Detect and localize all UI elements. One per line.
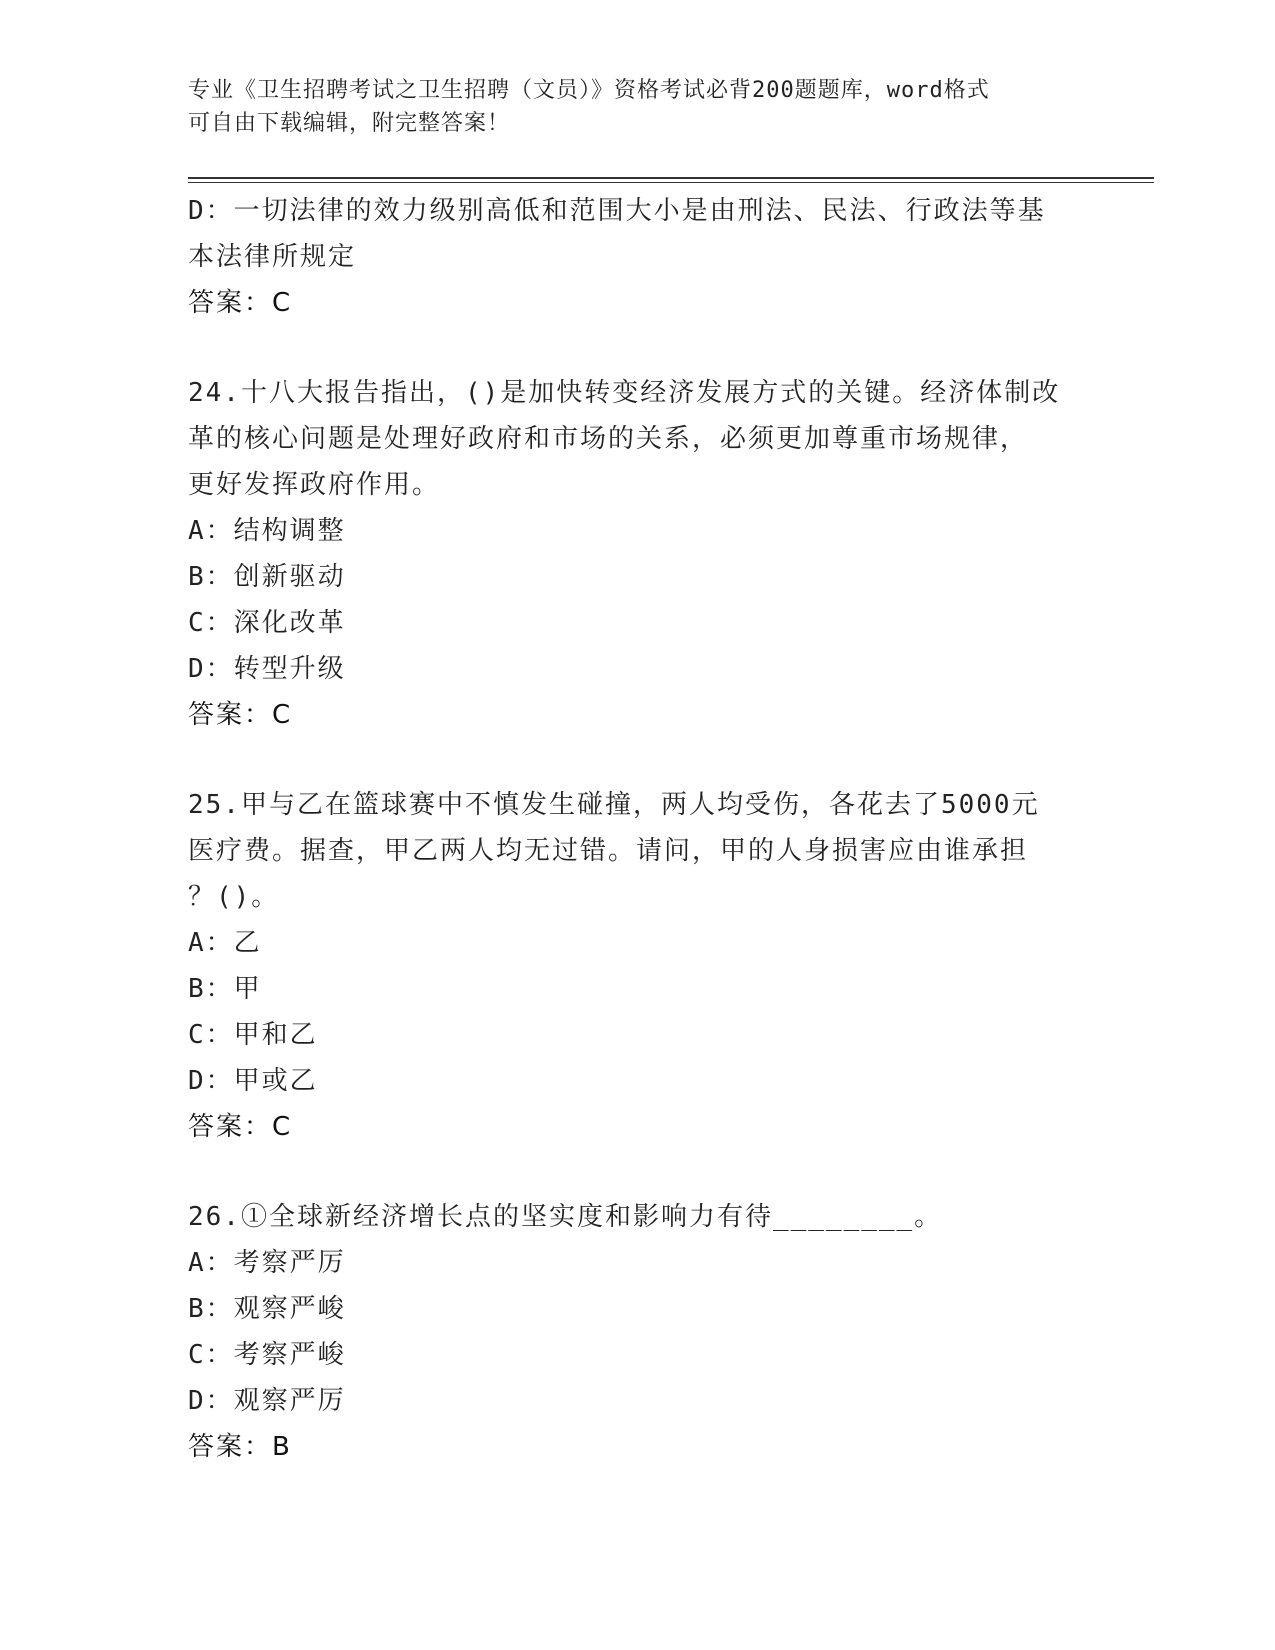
option-c: C：考察严峻 [188, 1340, 346, 1370]
question-stem-line: 医疗费。据查，甲乙两人均无过错。请问，甲的人身损害应由谁承担 [188, 836, 1029, 866]
question-24 [188, 370, 1088, 738]
question-list [188, 188, 1088, 1470]
option-d: D：转型升级 [188, 654, 346, 684]
header-line-2: 可自由下载编辑，附完整答案！ [188, 111, 511, 136]
answer-line: 答案：C [188, 288, 293, 318]
option-a: A：考察严厉 [188, 1248, 346, 1278]
option-a: A：结构调整 [188, 516, 346, 546]
spacer [188, 326, 1088, 370]
option-b: B：观察严峻 [188, 1294, 346, 1324]
answer-line: 答案：B [188, 1432, 292, 1462]
question-stem-line: ？()。 [188, 882, 280, 912]
spacer [188, 1150, 1088, 1194]
option-c: C：甲和乙 [188, 1020, 318, 1050]
option-d: D：甲或乙 [188, 1066, 318, 1096]
option-a: A：乙 [188, 928, 262, 958]
question-26 [188, 1194, 1088, 1470]
question-stem-line: 24.十八大报告指出，()是加快转变经济发展方式的关键。经济体制改 [188, 378, 1061, 408]
option-b: B：甲 [188, 974, 262, 1004]
question-stem-line: 26.①全球新经济增长点的坚实度和影响力有待________。 [188, 1202, 943, 1232]
question-stem-line: 25.甲与乙在篮球赛中不慎发生碰撞，两人均受伤，各花去了5000元 [188, 790, 1040, 820]
answer-line: 答案：C [188, 700, 293, 730]
option-d-line-2: 本法律所规定 [188, 242, 357, 272]
header-line-1: 专业《卫生招聘考试之卫生招聘（文员）》资格考试必背200题题库，word格式 [188, 78, 990, 103]
question-stem-line: 更好发挥政府作用。 [188, 470, 441, 500]
header-divider-thick [188, 177, 1154, 179]
option-d-line-1: D：一切法律的效力级别高低和范围大小是由刑法、民法、行政法等基 [188, 196, 1046, 226]
question-stem-line: 革的核心问题是处理好政府和市场的关系，必须更加尊重市场规律， [188, 424, 1029, 454]
answer-line: 答案：C [188, 1112, 293, 1142]
option-b: B：创新驱动 [188, 562, 346, 592]
question-fragment [188, 188, 1088, 326]
option-c: C：深化改革 [188, 608, 346, 638]
header-divider-thin [188, 182, 1154, 183]
spacer [188, 738, 1088, 782]
document-header [188, 74, 1088, 140]
question-25 [188, 782, 1088, 1150]
option-d: D：观察严厉 [188, 1386, 346, 1416]
